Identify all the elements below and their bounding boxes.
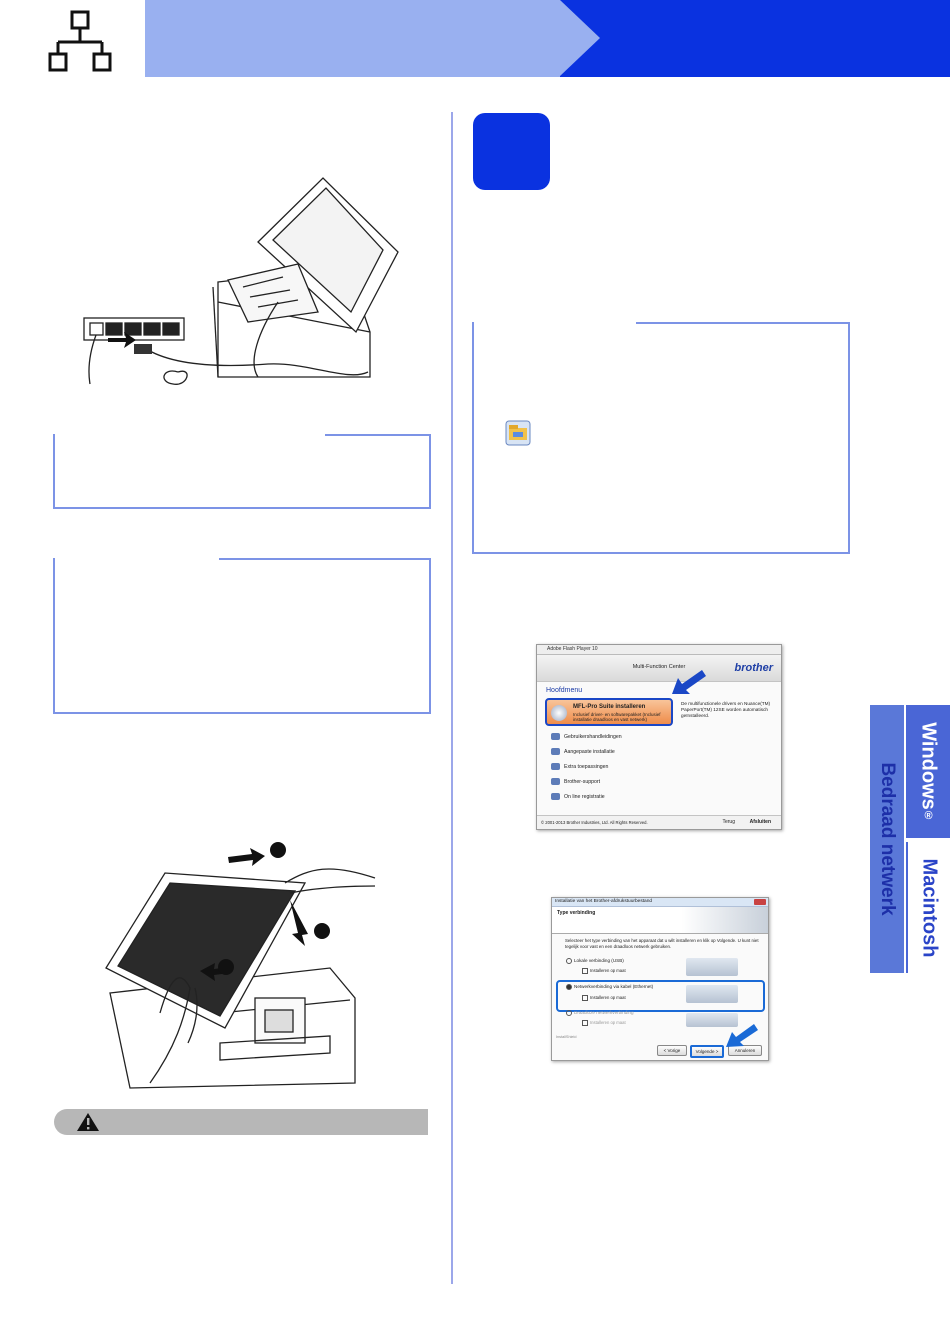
- dialog-window-title: Installatie van het Brother-afdrukstuurbestand: [552, 898, 768, 907]
- registration-icon: [551, 793, 560, 800]
- mfc-footer: [537, 815, 781, 829]
- mfc-window-screenshot: [536, 644, 782, 830]
- close-scanner-cover-illustration: [100, 838, 385, 1093]
- usb-connection-image: [686, 958, 738, 976]
- step-number-badge: [473, 113, 550, 190]
- tab-windows[interactable]: [906, 705, 950, 838]
- menu-item-registration[interactable]: On line registratie: [551, 793, 605, 800]
- checkbox-custom-install-wired[interactable]: Installeren op maat: [582, 995, 626, 1001]
- mfc-side-description: De multifunctionele drivers en Nuance(TM) PaperPort(TM) 12SE worden automatisch geïnstalleerd.: [681, 701, 771, 718]
- menu-item-extra-apps[interactable]: Extra toepassingen: [551, 763, 608, 770]
- radio-wired-network[interactable]: Netwerkverbinding via kabel (Ethernet): [566, 984, 653, 990]
- dialog-banner: [552, 907, 768, 934]
- header-banner-light: [145, 0, 565, 77]
- dialog-description: Selecteer het type verbinding van het apparaat dat u wilt installeren en klik op Volgende. U kunt niet tegelijk voor vast en een draadloos netwerk gebruiken.: [565, 938, 759, 949]
- mfc-window-title: Adobe Flash Player 10: [537, 645, 781, 655]
- warning-icon: [76, 1112, 100, 1132]
- cd-icon: [551, 705, 567, 721]
- tab-wired-network[interactable]: [870, 705, 904, 973]
- wired-connection-image: [686, 985, 738, 1003]
- next-button[interactable]: Volgende >: [690, 1045, 724, 1058]
- note-box-1: [53, 434, 431, 509]
- tab-windows-label: Windows®: [917, 721, 940, 822]
- header-banner-dark: [560, 0, 950, 77]
- menu-item-support[interactable]: Brother-support: [551, 778, 600, 785]
- install-mfl-pro-button[interactable]: [545, 698, 673, 726]
- header-arrow: [560, 0, 600, 76]
- radio-wireless-network[interactable]: Draadloze netwerkverbinding: [566, 1010, 634, 1016]
- back-button[interactable]: Terug: [722, 819, 735, 825]
- mfc-app-title: Multi-Function Center: [632, 664, 686, 670]
- column-divider: [451, 112, 453, 1284]
- cancel-button[interactable]: Annuleren: [728, 1045, 762, 1056]
- apps-icon: [551, 763, 560, 770]
- installshield-label: InstallShield: [556, 1035, 577, 1039]
- checkbox-custom-install-usb[interactable]: Installeren op maat: [582, 968, 626, 974]
- pointer-arrow-icon: [668, 666, 708, 698]
- support-icon: [551, 778, 560, 785]
- exit-button[interactable]: Afsluiten: [749, 819, 771, 825]
- note-box-2: [53, 558, 431, 714]
- menu-item-custom-install[interactable]: Aangepaste installatie: [551, 748, 615, 755]
- dialog-section-title: Type verbinding: [557, 910, 596, 916]
- gear-icon: [551, 748, 560, 755]
- network-icon: [40, 8, 120, 74]
- brother-logo: brother: [734, 662, 773, 674]
- close-icon[interactable]: [754, 899, 766, 905]
- install-mfl-pro-label: MFL-Pro Suite installeren: [573, 704, 646, 710]
- install-mfl-pro-desc: Inclusief driver- en softwarepakket (Inclusief installatie draadloos en vast netwerk): [573, 712, 661, 722]
- next-pointer-arrow-icon: [724, 1020, 760, 1050]
- printer-lan-cable-illustration: [78, 172, 408, 394]
- tab-macintosh[interactable]: [906, 842, 950, 973]
- installer-folder-icon: [505, 420, 531, 446]
- mfc-menu-heading: Hoofdmenu: [546, 687, 583, 694]
- mfc-copyright: © 2001-2013 Brother Industries, Ltd. All Rights Reserved.: [541, 820, 648, 825]
- tab-macintosh-label: Macintosh: [918, 858, 941, 957]
- caution-bar: [54, 1109, 428, 1135]
- book-icon: [551, 733, 560, 740]
- mfc-header: [537, 655, 781, 682]
- tab-wired-network-label: Bedraad netwerk: [877, 762, 898, 916]
- checkbox-custom-install-wireless[interactable]: Installeren op maat: [582, 1020, 626, 1026]
- menu-item-user-guides[interactable]: Gebruikershandleidingen: [551, 733, 622, 740]
- previous-button[interactable]: < Vorige: [657, 1045, 687, 1056]
- radio-usb[interactable]: Lokale verbinding (USB): [566, 958, 624, 964]
